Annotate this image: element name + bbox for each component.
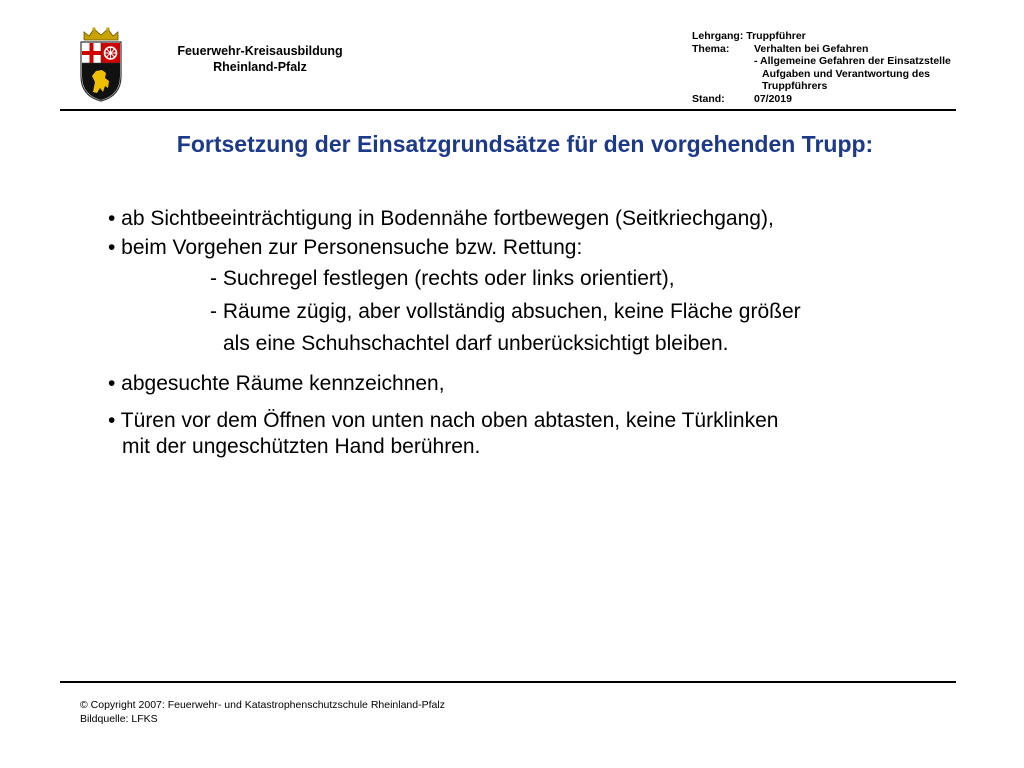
lehrgang-value: Truppführer [746, 30, 806, 42]
thema-value: Verhalten bei Gefahren [754, 42, 869, 55]
slide-title: Fortsetzung der Einsatzgrundsätze für den vorgehenden Trupp: [176, 131, 874, 157]
lehrgang-label: Lehrgang: [692, 30, 744, 42]
copyright-text: © Copyright 2007: Feuerwehr- und Katastrophenschutzschule Rheinland-Pfalz [80, 699, 445, 711]
bullet-line-1: • ab Sichtbeeinträchtigung in Bodennähe fortbewegen (Seitkriechgang), [108, 207, 774, 230]
bullet-line-2: • beim Vorgehen zur Personensuche bzw. Rettung: [108, 236, 583, 259]
stand-value: 07/2019 [754, 92, 792, 105]
bullet-line-3: • abgesuchte Räume kennzeichnen, [108, 372, 445, 395]
image-source-text: Bildquelle: LFKS [80, 713, 158, 725]
organisation-name [150, 43, 370, 75]
header-divider [60, 109, 956, 111]
thema-line-3: Aufgaben und Verantwortung des [762, 67, 931, 80]
org-line-2: Rheinland-Pfalz [213, 60, 307, 74]
sub-line-2-continued: als eine Schuhschachtel darf unberücksichtigt bleiben. [223, 332, 729, 355]
thema-label: Thema: [692, 42, 730, 55]
bullet-line-4-continued: mit der ungeschützten Hand berühren. [122, 435, 481, 458]
thema-line-2: - Allgemeine Gefahren der Einsatzstelle [754, 55, 951, 68]
rheinland-pfalz-coat-of-arms-icon [78, 26, 124, 102]
bullet-line-4: • Türen vor dem Öffnen von unten nach oben abtasten, keine Türklinken [108, 409, 779, 432]
sub-line-1: - Suchregel festlegen (rechts oder links orientiert), [210, 267, 675, 290]
footer [80, 698, 445, 726]
footer-divider [60, 681, 956, 683]
sub-line-2: - Räume zügig, aber vollständig absuchen, keine Fläche größer [210, 300, 801, 323]
stand-label: Stand: [692, 92, 725, 105]
org-line-1: Feuerwehr-Kreisausbildung [177, 44, 343, 58]
course-meta [692, 30, 951, 106]
thema-line-4: Truppführers [762, 80, 828, 93]
